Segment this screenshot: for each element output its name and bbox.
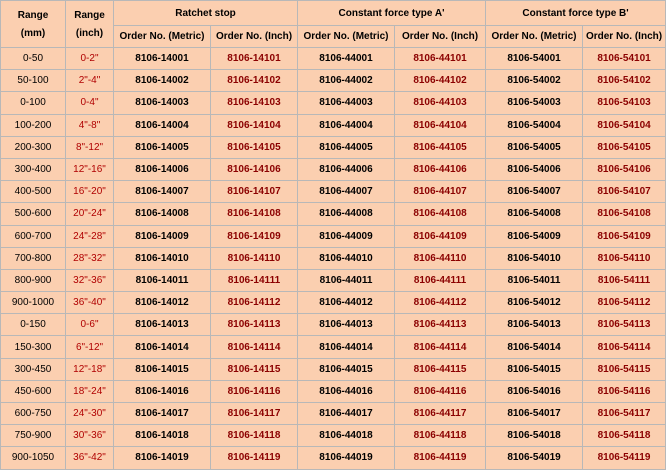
cell-range-mm: 150-300 <box>1 336 65 357</box>
cell-type-b-inch: 8106-54114 <box>583 336 665 357</box>
cell-type-a-inch: 8106-44115 <box>395 359 485 380</box>
cell-range-inch: 24"-28" <box>66 226 113 247</box>
table-row <box>1 226 665 247</box>
cell-ratchet-inch: 8106-14110 <box>211 248 297 269</box>
table-row <box>1 70 665 91</box>
cell-range-inch: 12"-16" <box>66 159 113 180</box>
cell-type-a-metric: 8106-44015 <box>298 359 394 380</box>
range-mm-header <box>1 1 65 47</box>
cell-ratchet-inch: 8106-14108 <box>211 203 297 224</box>
table-body <box>1 48 665 469</box>
table-row <box>1 447 665 468</box>
cell-ratchet-metric: 8106-14012 <box>114 292 210 313</box>
cell-type-a-metric: 8106-44004 <box>298 115 394 136</box>
cell-range-inch: 6"-12" <box>66 336 113 357</box>
cell-type-a-metric: 8106-44016 <box>298 381 394 402</box>
cell-type-b-metric: 8106-54015 <box>486 359 582 380</box>
cell-type-b-metric: 8106-54011 <box>486 270 582 291</box>
cell-range-mm: 0-150 <box>1 314 65 335</box>
cell-type-a-inch: 8106-44118 <box>395 425 485 446</box>
cell-type-a-metric: 8106-44012 <box>298 292 394 313</box>
col-header-type-b-inch: Order No. (Inch) <box>583 26 665 47</box>
cell-ratchet-metric: 8106-14004 <box>114 115 210 136</box>
cell-type-a-inch: 8106-44116 <box>395 381 485 402</box>
cell-range-inch: 0-4" <box>66 92 113 113</box>
cell-range-inch: 8"-12" <box>66 137 113 158</box>
cell-type-b-inch: 8106-54106 <box>583 159 665 180</box>
cell-range-mm: 200-300 <box>1 137 65 158</box>
cell-ratchet-inch: 8106-14118 <box>211 425 297 446</box>
cell-type-a-inch: 8106-44119 <box>395 447 485 468</box>
cell-type-a-metric: 8106-44017 <box>298 403 394 424</box>
cell-range-inch: 0-6" <box>66 314 113 335</box>
table-row <box>1 248 665 269</box>
cell-range-mm: 600-700 <box>1 226 65 247</box>
cell-ratchet-metric: 8106-14003 <box>114 92 210 113</box>
cell-type-b-metric: 8106-54019 <box>486 447 582 468</box>
cell-type-a-inch: 8106-44113 <box>395 314 485 335</box>
cell-type-b-metric: 8106-54008 <box>486 203 582 224</box>
table-row <box>1 425 665 446</box>
cell-range-mm: 800-900 <box>1 270 65 291</box>
cell-ratchet-inch: 8106-14115 <box>211 359 297 380</box>
cell-type-b-inch: 8106-54113 <box>583 314 665 335</box>
cell-type-a-metric: 8106-44002 <box>298 70 394 91</box>
cell-ratchet-inch: 8106-14105 <box>211 137 297 158</box>
cell-type-b-inch: 8106-54111 <box>583 270 665 291</box>
cell-ratchet-inch: 8106-14116 <box>211 381 297 402</box>
table-row <box>1 314 665 335</box>
cell-type-a-inch: 8106-44117 <box>395 403 485 424</box>
table-row <box>1 403 665 424</box>
cell-type-b-inch: 8106-54104 <box>583 115 665 136</box>
cell-type-a-inch: 8106-44106 <box>395 159 485 180</box>
cell-range-inch: 36"-40" <box>66 292 113 313</box>
cell-ratchet-metric: 8106-14018 <box>114 425 210 446</box>
cell-type-a-metric: 8106-44009 <box>298 226 394 247</box>
table-row <box>1 115 665 136</box>
cell-ratchet-inch: 8106-14109 <box>211 226 297 247</box>
cell-type-a-metric: 8106-44010 <box>298 248 394 269</box>
cell-ratchet-inch: 8106-14117 <box>211 403 297 424</box>
cell-ratchet-metric: 8106-14009 <box>114 226 210 247</box>
cell-ratchet-inch: 8106-14113 <box>211 314 297 335</box>
cell-range-inch: 0-2" <box>66 48 113 69</box>
cell-type-a-inch: 8106-44112 <box>395 292 485 313</box>
range-inch-title: Range <box>74 9 105 21</box>
cell-range-mm: 50-100 <box>1 70 65 91</box>
cell-range-mm: 750-900 <box>1 425 65 446</box>
cell-range-inch: 28"-32" <box>66 248 113 269</box>
cell-range-inch: 2"-4" <box>66 70 113 91</box>
cell-ratchet-metric: 8106-14011 <box>114 270 210 291</box>
table-row <box>1 359 665 380</box>
range-inch-header <box>66 1 113 47</box>
table-row <box>1 203 665 224</box>
cell-range-mm: 400-500 <box>1 181 65 202</box>
col-header-type-a-inch: Order No. (Inch) <box>395 26 485 47</box>
cell-ratchet-inch: 8106-14119 <box>211 447 297 468</box>
table-row <box>1 292 665 313</box>
cell-type-b-metric: 8106-54001 <box>486 48 582 69</box>
cell-range-inch: 4"-8" <box>66 115 113 136</box>
cell-ratchet-inch: 8106-14101 <box>211 48 297 69</box>
cell-type-b-inch: 8106-54117 <box>583 403 665 424</box>
cell-type-a-inch: 8106-44103 <box>395 92 485 113</box>
table-row <box>1 381 665 402</box>
cell-ratchet-metric: 8106-14014 <box>114 336 210 357</box>
cell-range-inch: 24"-30" <box>66 403 113 424</box>
cell-type-b-metric: 8106-54010 <box>486 248 582 269</box>
cell-type-b-inch: 8106-54112 <box>583 292 665 313</box>
cell-ratchet-inch: 8106-14103 <box>211 92 297 113</box>
cell-range-mm: 0-100 <box>1 92 65 113</box>
cell-type-a-metric: 8106-44001 <box>298 48 394 69</box>
cell-type-a-metric: 8106-44008 <box>298 203 394 224</box>
cell-type-b-metric: 8106-54002 <box>486 70 582 91</box>
cell-range-mm: 900-1000 <box>1 292 65 313</box>
cell-type-a-inch: 8106-44107 <box>395 181 485 202</box>
table-row <box>1 48 665 69</box>
cell-ratchet-metric: 8106-14019 <box>114 447 210 468</box>
cell-ratchet-metric: 8106-14017 <box>114 403 210 424</box>
col-header-type-b-metric: Order No. (Metric) <box>486 26 582 47</box>
cell-type-a-inch: 8106-44110 <box>395 248 485 269</box>
group-header-ratchet-stop: Ratchet stop <box>114 1 297 25</box>
cell-type-b-metric: 8106-54012 <box>486 292 582 313</box>
cell-range-mm: 500-600 <box>1 203 65 224</box>
cell-type-b-metric: 8106-54009 <box>486 226 582 247</box>
cell-ratchet-metric: 8106-14001 <box>114 48 210 69</box>
cell-ratchet-inch: 8106-14102 <box>211 70 297 91</box>
col-header-ratchet-inch: Order No. (Inch) <box>211 26 297 47</box>
cell-ratchet-inch: 8106-14114 <box>211 336 297 357</box>
cell-range-mm: 700-800 <box>1 248 65 269</box>
group-header-constant-force-b: Constant force type B' <box>486 1 665 25</box>
cell-range-mm: 0-50 <box>1 48 65 69</box>
cell-type-a-inch: 8106-44105 <box>395 137 485 158</box>
cell-range-mm: 600-750 <box>1 403 65 424</box>
cell-range-inch: 36"-42" <box>66 447 113 468</box>
table-row <box>1 270 665 291</box>
table-row <box>1 336 665 357</box>
cell-type-b-inch: 8106-54109 <box>583 226 665 247</box>
cell-type-b-metric: 8106-54004 <box>486 115 582 136</box>
cell-type-a-metric: 8106-44011 <box>298 270 394 291</box>
cell-type-a-metric: 8106-44003 <box>298 92 394 113</box>
cell-type-a-metric: 8106-44007 <box>298 181 394 202</box>
header-row-groups <box>1 1 665 25</box>
cell-type-b-inch: 8106-54110 <box>583 248 665 269</box>
cell-range-inch: 30"-36" <box>66 425 113 446</box>
cell-type-b-metric: 8106-54007 <box>486 181 582 202</box>
cell-ratchet-metric: 8106-14006 <box>114 159 210 180</box>
range-mm-title: Range <box>17 9 49 21</box>
cell-type-b-metric: 8106-54005 <box>486 137 582 158</box>
cell-range-mm: 300-400 <box>1 159 65 180</box>
cell-range-mm: 100-200 <box>1 115 65 136</box>
cell-type-b-metric: 8106-54006 <box>486 159 582 180</box>
cell-type-b-metric: 8106-54018 <box>486 425 582 446</box>
cell-range-mm: 900-1050 <box>1 447 65 468</box>
cell-type-b-metric: 8106-54003 <box>486 92 582 113</box>
cell-type-a-metric: 8106-44013 <box>298 314 394 335</box>
cell-type-b-metric: 8106-54016 <box>486 381 582 402</box>
cell-type-a-inch: 8106-44114 <box>395 336 485 357</box>
cell-range-mm: 450-600 <box>1 381 65 402</box>
cell-ratchet-inch: 8106-14111 <box>211 270 297 291</box>
cell-type-a-metric: 8106-44018 <box>298 425 394 446</box>
cell-ratchet-inch: 8106-14106 <box>211 159 297 180</box>
cell-type-a-inch: 8106-44102 <box>395 70 485 91</box>
cell-type-b-inch: 8106-54102 <box>583 70 665 91</box>
cell-ratchet-metric: 8106-14007 <box>114 181 210 202</box>
cell-type-b-inch: 8106-54107 <box>583 181 665 202</box>
range-inch-unit: (inch) <box>75 27 104 39</box>
table-row <box>1 92 665 113</box>
cell-type-a-metric: 8106-44014 <box>298 336 394 357</box>
table-row <box>1 181 665 202</box>
cell-type-b-inch: 8106-54108 <box>583 203 665 224</box>
cell-type-b-inch: 8106-54105 <box>583 137 665 158</box>
col-header-type-a-metric: Order No. (Metric) <box>298 26 394 47</box>
cell-range-mm: 300-450 <box>1 359 65 380</box>
cell-type-a-inch: 8106-44111 <box>395 270 485 291</box>
cell-ratchet-metric: 8106-14015 <box>114 359 210 380</box>
cell-range-inch: 12"-18" <box>66 359 113 380</box>
cell-range-inch: 16"-20" <box>66 181 113 202</box>
cell-type-b-metric: 8106-54013 <box>486 314 582 335</box>
cell-type-b-metric: 8106-54014 <box>486 336 582 357</box>
cell-ratchet-inch: 8106-14104 <box>211 115 297 136</box>
cell-ratchet-metric: 8106-14010 <box>114 248 210 269</box>
cell-type-a-metric: 8106-44006 <box>298 159 394 180</box>
col-header-ratchet-metric: Order No. (Metric) <box>114 26 210 47</box>
cell-type-b-inch: 8106-54101 <box>583 48 665 69</box>
cell-type-a-metric: 8106-44019 <box>298 447 394 468</box>
cell-type-b-inch: 8106-54103 <box>583 92 665 113</box>
cell-type-b-metric: 8106-54017 <box>486 403 582 424</box>
cell-type-b-inch: 8106-54116 <box>583 381 665 402</box>
table-row <box>1 137 665 158</box>
cell-ratchet-metric: 8106-14016 <box>114 381 210 402</box>
group-header-constant-force-a: Constant force type A' <box>298 1 485 25</box>
cell-ratchet-metric: 8106-14002 <box>114 70 210 91</box>
range-mm-unit: (mm) <box>20 27 46 39</box>
cell-ratchet-inch: 8106-14112 <box>211 292 297 313</box>
cell-type-a-inch: 8106-44108 <box>395 203 485 224</box>
cell-ratchet-metric: 8106-14005 <box>114 137 210 158</box>
table-row <box>1 159 665 180</box>
cell-ratchet-metric: 8106-14013 <box>114 314 210 335</box>
cell-type-a-metric: 8106-44005 <box>298 137 394 158</box>
cell-range-inch: 18"-24" <box>66 381 113 402</box>
cell-type-b-inch: 8106-54115 <box>583 359 665 380</box>
cell-range-inch: 20"-24" <box>66 203 113 224</box>
cell-type-a-inch: 8106-44109 <box>395 226 485 247</box>
cell-type-a-inch: 8106-44101 <box>395 48 485 69</box>
cell-type-a-inch: 8106-44104 <box>395 115 485 136</box>
cell-range-inch: 32"-36" <box>66 270 113 291</box>
cell-ratchet-metric: 8106-14008 <box>114 203 210 224</box>
cell-type-b-inch: 8106-54119 <box>583 447 665 468</box>
cell-type-b-inch: 8106-54118 <box>583 425 665 446</box>
cell-ratchet-inch: 8106-14107 <box>211 181 297 202</box>
